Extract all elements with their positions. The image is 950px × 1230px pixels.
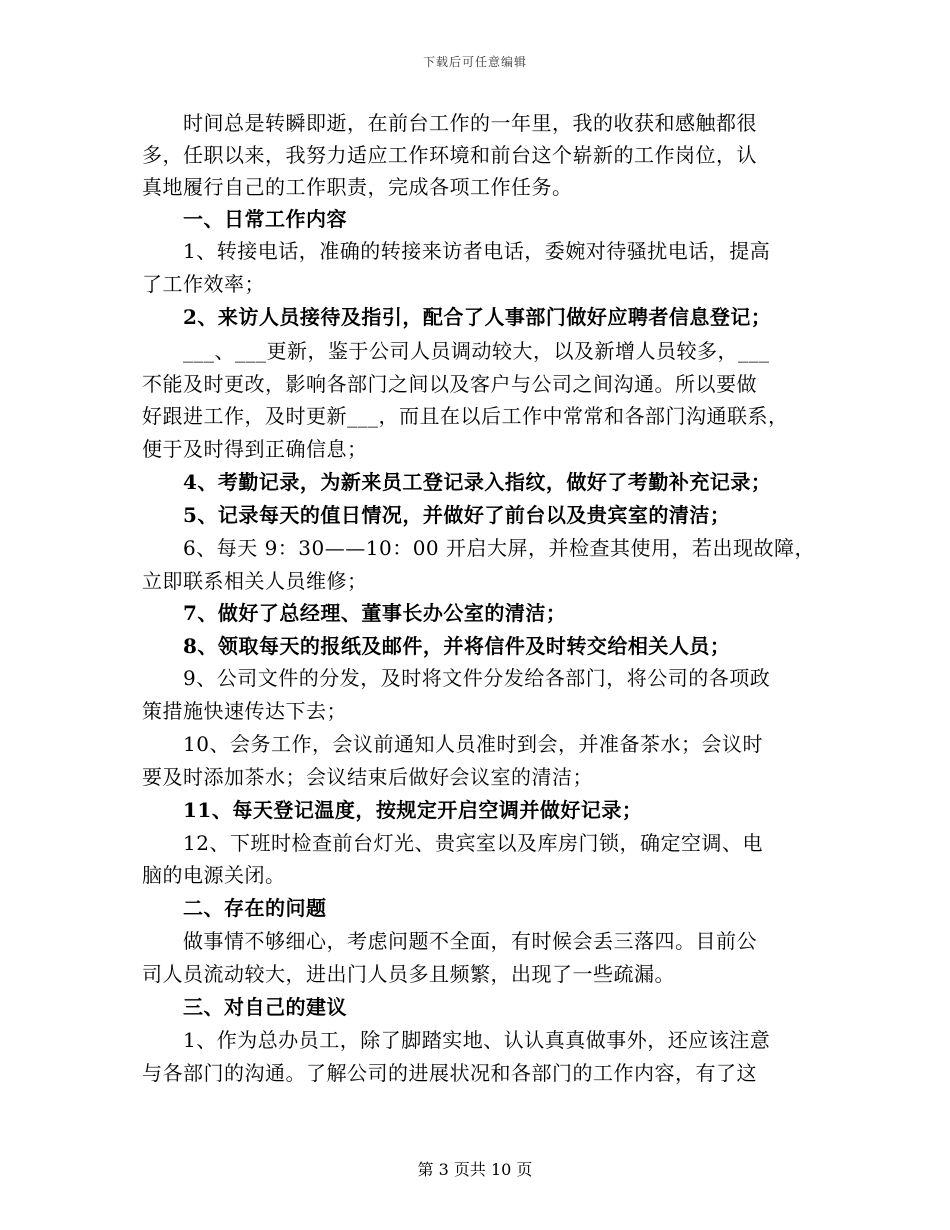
bold-item-line: 7、做好了总经理、董事长办公室的清洁； (142, 601, 567, 625)
paragraph-line: 真地履行自己的工作职责，完成各项工作任务。 (142, 175, 573, 199)
paragraph-line: 时间总是转瞬即逝，在前台工作的一年里，我的收获和感触都很 (142, 111, 757, 135)
paragraph-line: 策措施快速传达下去； (142, 699, 347, 723)
paragraph-line: 1、转接电话，准确的转接来访者电话，委婉对待骚扰电话，提高 (142, 239, 771, 263)
bold-item-line: 11、每天登记温度，按规定开启空调并做好记录； (142, 798, 643, 822)
paragraph-line: 好跟进工作，及时更新___，而且在以后工作中常常和各部门沟通联系， (142, 404, 789, 428)
bold-item-line: 4、考勤记录，为新来员工登记录入指纹，做好了考勤补充记录； (142, 470, 772, 494)
paragraph-line: 6、每天 9：30——10：00 开启大屏，并检查其使用，若出现故障， (142, 536, 816, 560)
bold-item-line: 8、领取每天的报纸及邮件，并将信件及时转交给相关人员； (142, 634, 731, 658)
paragraph-line: 司人员流动较大，进出门人员多且频繁，出现了一些疏漏。 (142, 962, 675, 986)
paragraph-line: 了工作效率； (142, 272, 265, 296)
paragraph-line: 不能及时更改，影响各部门之间以及客户与公司之间沟通。所以要做 (142, 372, 757, 396)
paragraph-line: 做事情不够细心，考虑问题不全面，有时候会丢三落四。目前公 (142, 929, 757, 953)
section-heading: 三、对自己的建议 (142, 995, 347, 1019)
paragraph-line: 便于及时得到正确信息； (142, 437, 368, 461)
paragraph-line: 1、作为总办员工，除了脚踏实地、认认真真做事外，还应该注意 (142, 1028, 771, 1052)
paragraph-line: ___、___更新，鉴于公司人员调动较大，以及新增人员较多，___ (142, 339, 770, 363)
paragraph-line: 与各部门的沟通。了解公司的进展状况和各部门的工作内容，有了这 (142, 1061, 757, 1085)
paragraph-line: 10、会务工作，会议前通知人员准时到会，并准备茶水；会议时 (142, 732, 763, 756)
bold-item-line: 5、记录每天的值日情况，并做好了前台以及贵宾室的清洁； (142, 503, 731, 527)
section-heading: 二、存在的问题 (142, 896, 327, 920)
paragraph-line: 立即联系相关人员维修； (142, 569, 368, 593)
page-header: 下载后可任意编辑 (422, 55, 527, 69)
page-footer: 第 3 页共 10 页 (417, 1160, 533, 1179)
paragraph-line: 多，任职以来，我努力适应工作环境和前台这个崭新的工作岗位，认 (142, 143, 757, 167)
bold-item-line: 2、来访人员接待及指引，配合了人事部门做好应聘者信息登记； (142, 305, 772, 329)
paragraph-line: 要及时添加茶水；会议结束后做好会议室的清洁； (142, 765, 593, 789)
paragraph-line: 脑的电源关闭。 (142, 863, 286, 887)
paragraph-line: 9、公司文件的分发，及时将文件分发给各部门，将公司的各项政 (142, 666, 771, 690)
section-heading: 一、日常工作内容 (142, 207, 347, 231)
paragraph-line: 12、下班时检查前台灯光、贵宾室以及库房门锁，确定空调、电 (142, 831, 763, 855)
